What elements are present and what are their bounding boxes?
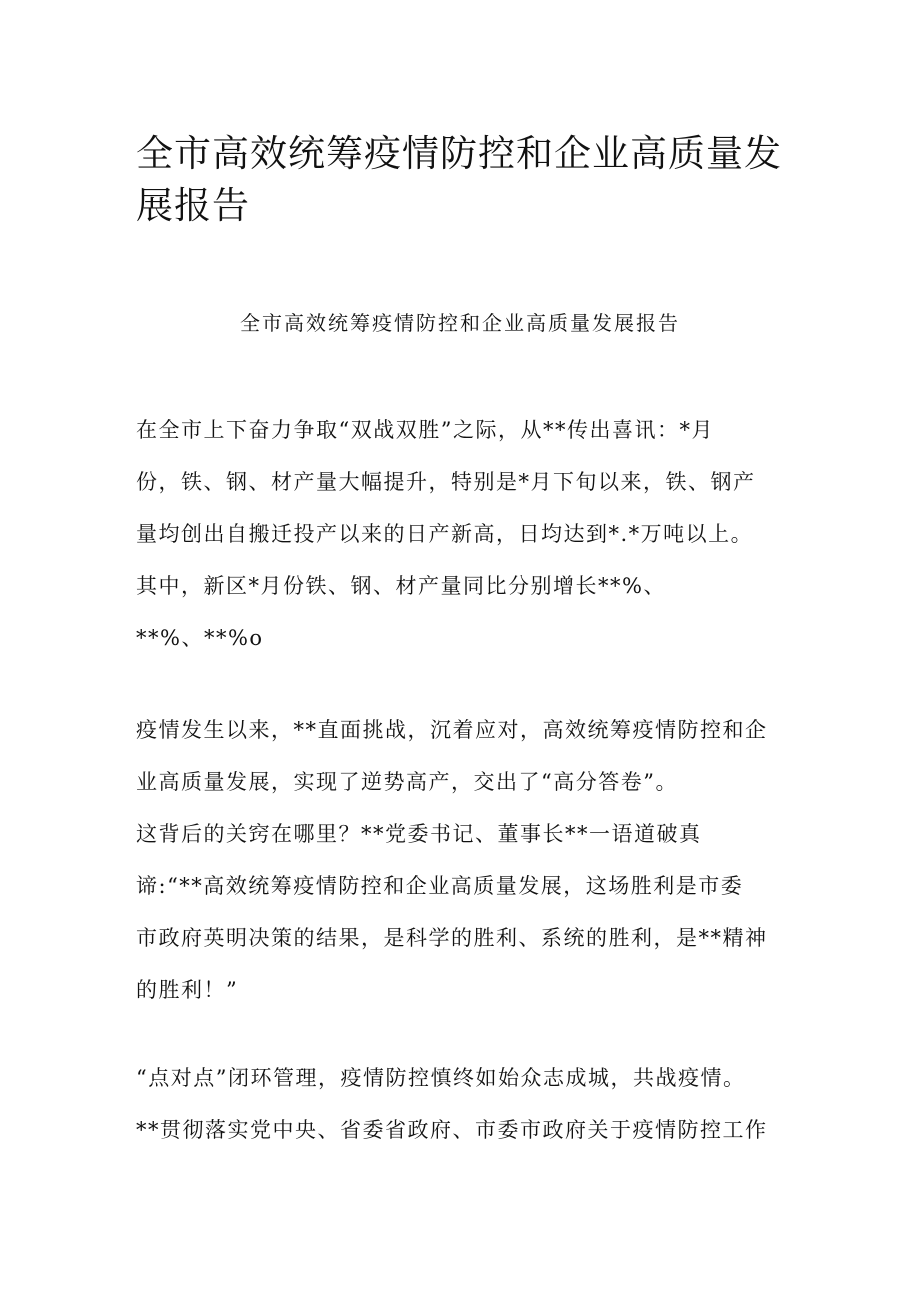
paragraph-line: 这背后的关窍在哪里？**党委书记、董事长**一语道破真 (136, 822, 702, 846)
paragraph-line: 量均创出自搬迁投产以来的日产新高，日均达到*.*万吨以上。 (136, 522, 754, 546)
paragraph-line: 其中，新区*月份铁、钢、材产量同比分别增长**%、 (136, 574, 666, 598)
paragraph-line: 的胜利！” (136, 978, 239, 1002)
paragraph-1 (136, 404, 796, 664)
paragraph-line: 疫情发生以来，**直面挑战，沉着应对，高效统筹疫情防控和企 (136, 718, 768, 742)
paragraph-2 (136, 704, 796, 1016)
document-title: 全市高效统筹疫情防控和企业高质量发展报告 (136, 132, 782, 227)
document-subtitle: 全市高效统筹疫情防控和企业高质量发展报告 (240, 311, 680, 335)
paragraph-line: 份，铁、钢、材产量大幅提升，特别是*月下旬以来，铁、钢产 (136, 470, 756, 494)
paragraph-line: 在全市上下奋力争取“双战双胜”之际，从**传出喜讯：*月 (136, 418, 714, 442)
paragraph-line: **%、**%o (136, 626, 264, 650)
paragraph-3 (136, 1052, 796, 1156)
paragraph-line: **贯彻落实党中央、省委省政府、市委市政府关于疫情防控工作 (136, 1118, 768, 1142)
paragraph-line: 市政府英明决策的结果，是科学的胜利、系统的胜利，是**精神 (136, 926, 768, 950)
paragraph-line: 业高质量发展，实现了逆势高产，交出了“高分答卷”。 (136, 770, 678, 794)
paragraph-line: “点对点”闭环管理，疫情防控慎终如始众志成城，共战疫情。 (136, 1066, 746, 1090)
paragraph-line: 谛:“**高效统筹疫情防控和企业高质量发展，这场胜利是市委 (136, 874, 744, 898)
